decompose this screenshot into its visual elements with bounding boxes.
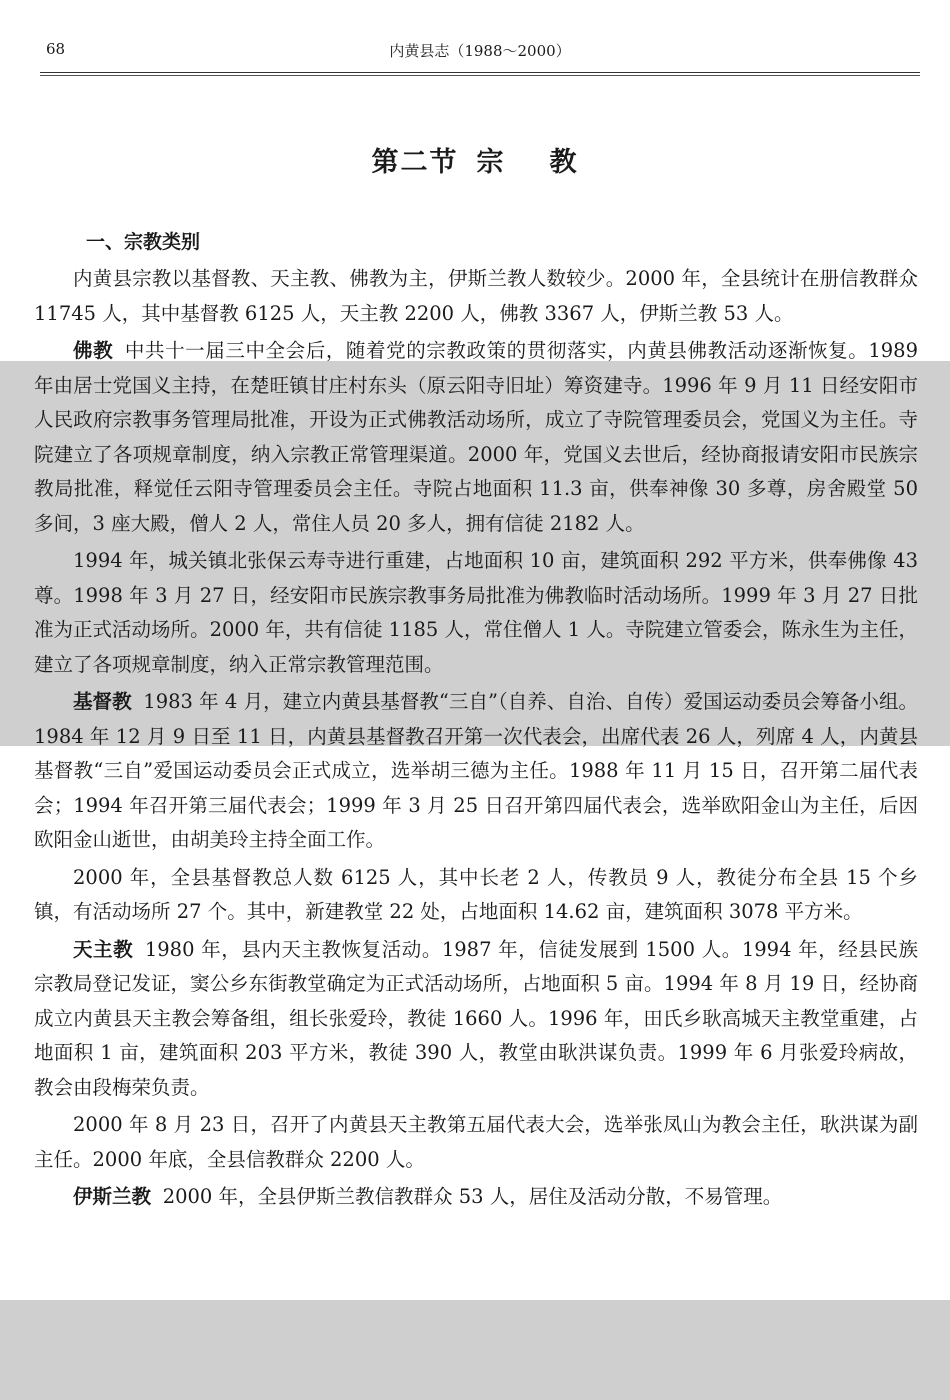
paragraph-intro: 内黄县宗教以基督教、天主教、佛教为主，伊斯兰教人数较少。2000 年，全县统计在册信教群众 11745 人，其中基督教 6125 人，天主教 2200 人，佛教 3367 人，伊斯兰教 53 人。 bbox=[34, 267, 918, 325]
catholicism-text-1: 1980 年，县内天主教恢复活动。1987 年，信徒发展到 1500 人。1994 年，经县民族宗教局登记发证，窦公乡东街教堂确定为正式活动场所，占地面积 5 亩。1994 年 8 月 19 日，经协商成立内黄县天主教会筹备组，组长张爱玲，教徒 1660 人。1996 年，田氏乡耿高城天主教堂重建，占地面积 1 亩，建筑面积 203 平方米，教徒 390 人，教堂由耿洪谋负责。1999 年 6 月张爱玲病故，教会由段梅荣负责。 bbox=[34, 937, 918, 1099]
christianity-label: 基督教 bbox=[73, 690, 132, 713]
buddhism-text-1: 中共十一届三中全会后，随着党的宗教政策的贯彻落实，内黄县佛教活动逐渐恢复。1989 年由居士党国义主持，在楚旺镇甘庄村东头（原云阳寺旧址）筹资建寺。1996 年 9 月 11 日经安阳市人民政府宗教事务管理局批准，开设为正式佛教活动场所，成立了寺院管理委员会，党国义为主任。寺院建立了各项规章制度，纳入宗教正常管理渠道。2000 年，党国义去世后，经协商报请安阳市民族宗教局批准，释觉任云阳寺管理委员会主任。寺院占地面积 11.3 亩，供奉神像 30 多尊，房舍殿堂 50 多间，3 座大殿，僧人 2 人，常住人员 20 多人，拥有信徒 2182 人。 bbox=[34, 339, 918, 535]
header-rule-thin bbox=[40, 75, 920, 76]
paragraph-christianity bbox=[34, 685, 918, 858]
section-title-number: 第二节 bbox=[371, 147, 459, 178]
scan-shading-band bbox=[0, 1300, 950, 1400]
paragraph-catholicism-2: 2000 年 8 月 23 日，召开了内黄县天主教第五届代表大会，选举张凤山为教会主任，耿洪谋为副主任。2000 年底，全县信教群众 2200 人。 bbox=[34, 1113, 918, 1171]
islam-text-1: 2000 年，全县伊斯兰教信教群众 53 人，居住及活动分散，不易管理。 bbox=[162, 1185, 783, 1208]
page-number: 68 bbox=[46, 40, 66, 58]
paragraph-islam bbox=[34, 1180, 918, 1215]
section-title-word-2: 教 bbox=[549, 147, 579, 178]
running-title: 内黄县志（1988～2000） bbox=[389, 42, 571, 60]
section-title bbox=[0, 140, 950, 179]
christianity-text-1: 1983 年 4 月，建立内黄县基督教“三自”（自养、自治、自传）爱国运动委员会筹备小组。1984 年 12 月 9 日至 11 日，内黄县基督教召开第一次代表会，出席代表 26 人，列席 4 人，内黄县基督教“三自”爱国运动委员会正式成立，选举胡三德为主任。1988 年 11 月 15 日，召开第二届代表会；1994 年召开第三届代表会；1999 年 3 月 25 日召开第四届代表会，选举欧阳金山为主任，后因欧阳金山逝世，由胡美玲主持全面工作。 bbox=[34, 690, 918, 851]
section-title-word-1: 宗 bbox=[476, 147, 506, 178]
paragraph-buddhism bbox=[34, 334, 918, 541]
page-header bbox=[40, 36, 920, 70]
paragraph-catholicism bbox=[34, 933, 918, 1106]
paragraph-buddhism-2: 1994 年，城关镇北张保云寿寺进行重建，占地面积 10 亩，建筑面积 292 平方米，供奉佛像 43 尊。1998 年 3 月 27 日，经安阳市民族宗教事务局批准为佛教临时活动场所。1999 年 3 月 27 日批准为正式活动场所。2000 年，共有信徒 1185 人，常住僧人 1 人。寺院建立管委会，陈永生为主任，建立了各项规章制度，纳入正常宗教管理范围。 bbox=[34, 549, 918, 676]
islam-label: 伊斯兰教 bbox=[73, 1185, 152, 1208]
header-rule bbox=[40, 72, 920, 73]
buddhism-label: 佛教 bbox=[73, 339, 114, 362]
body-text bbox=[34, 228, 918, 1218]
subsection-heading: 一、宗教类别 bbox=[86, 231, 201, 253]
catholicism-label: 天主教 bbox=[73, 937, 134, 961]
paragraph-christianity-2: 2000 年，全县基督教总人数 6125 人，其中长老 2 人，传教员 9 人，教徒分布全县 15 个乡镇，有活动场所 27 个。其中，新建教堂 22 处，占地面积 14.62 亩，建筑面积 3078 平方米。 bbox=[34, 865, 918, 923]
